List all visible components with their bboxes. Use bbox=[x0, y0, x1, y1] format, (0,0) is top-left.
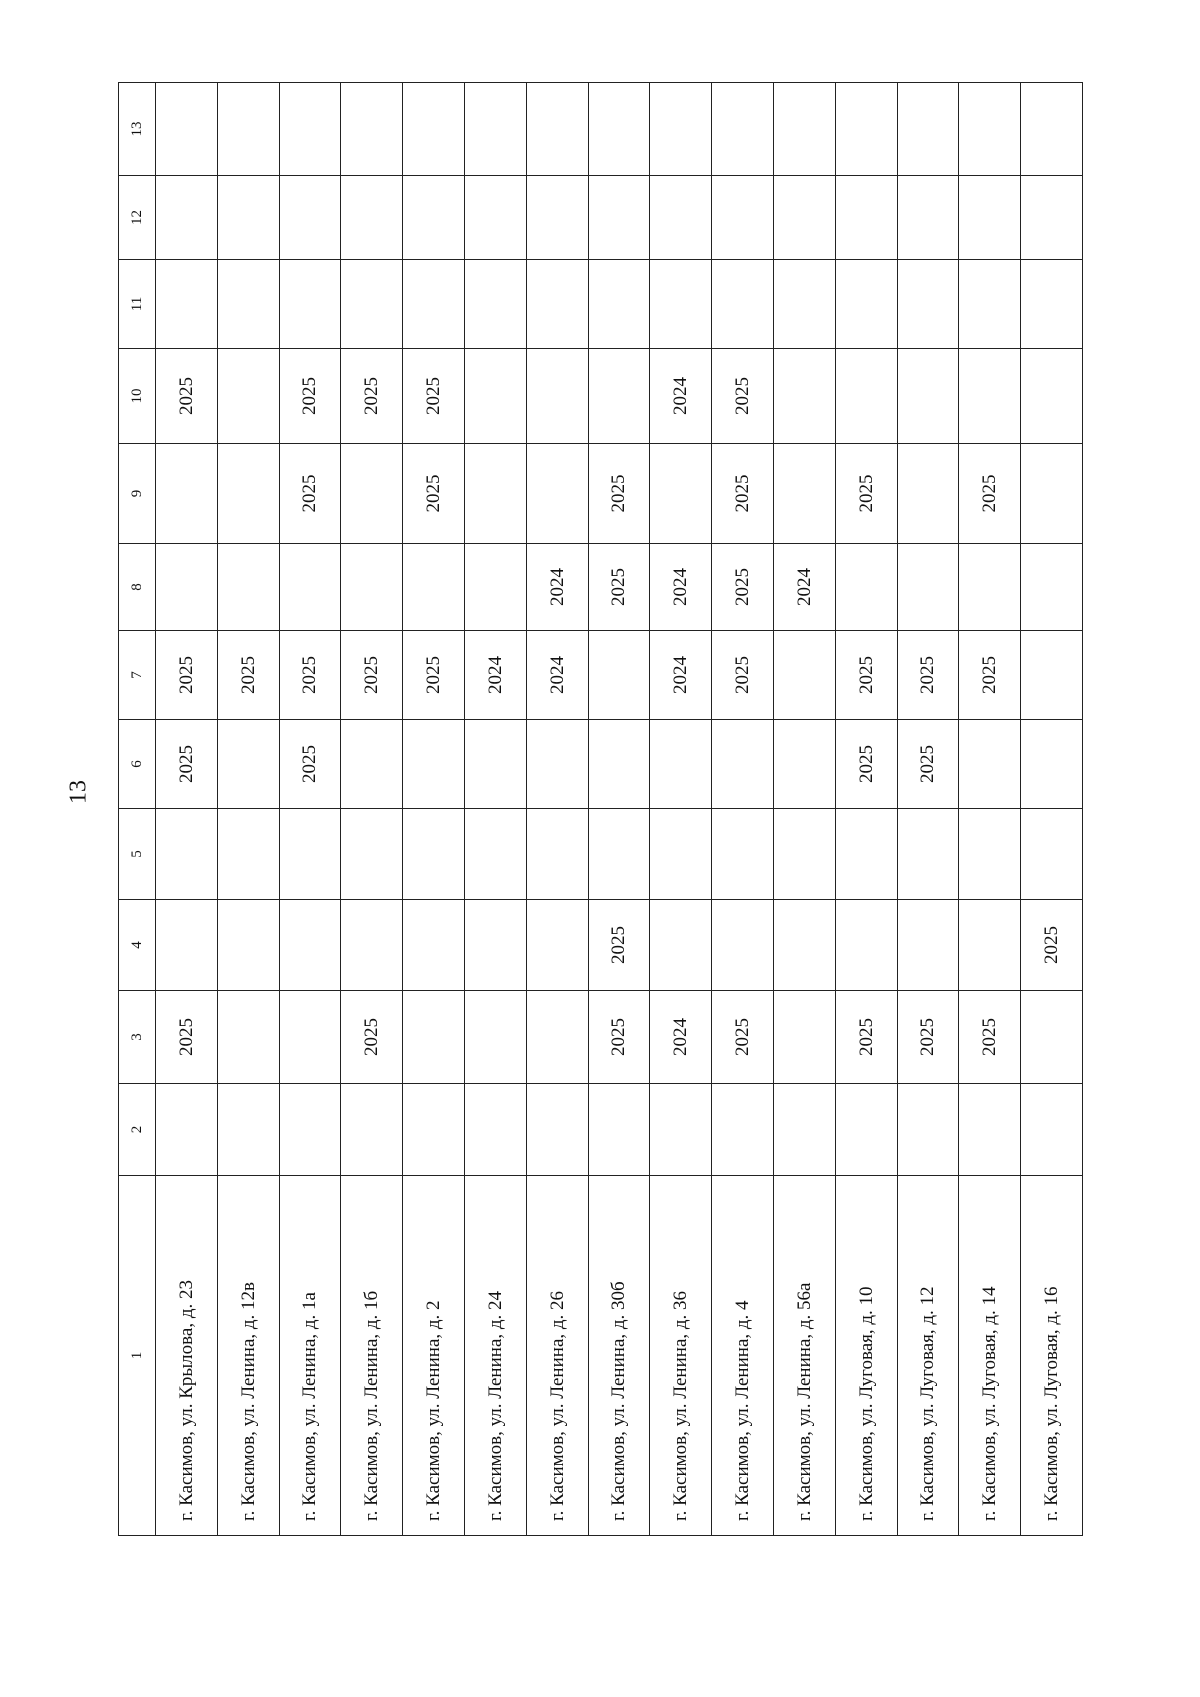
table-row bbox=[959, 83, 1021, 1536]
year-cell bbox=[526, 176, 588, 260]
year-cell bbox=[217, 260, 279, 349]
year-cell bbox=[773, 991, 835, 1084]
year-cell: 2025 bbox=[156, 720, 218, 809]
table-container bbox=[118, 83, 1083, 1536]
year-cell: 2025 bbox=[959, 631, 1021, 720]
address-cell: г. Касимов, ул. Ленина, д. 24 bbox=[464, 1176, 526, 1536]
year-cell bbox=[773, 260, 835, 349]
year-cell bbox=[403, 720, 465, 809]
year-cell bbox=[1021, 349, 1083, 444]
year-cell bbox=[341, 176, 403, 260]
year-cell: 2025 bbox=[156, 349, 218, 444]
header-cell: 1 bbox=[119, 1176, 156, 1536]
year-cell bbox=[526, 444, 588, 544]
header-row bbox=[119, 83, 156, 1536]
year-cell: 2025 bbox=[588, 544, 650, 631]
address-cell: г. Касимов, ул. Ленина, д. 1б bbox=[341, 1176, 403, 1536]
year-cell: 2025 bbox=[341, 991, 403, 1084]
table-row bbox=[279, 83, 341, 1536]
year-cell bbox=[1021, 809, 1083, 900]
year-cell: 2024 bbox=[650, 991, 712, 1084]
table-row bbox=[341, 83, 403, 1536]
year-cell bbox=[712, 900, 774, 991]
year-cell bbox=[897, 83, 959, 176]
table-row bbox=[712, 83, 774, 1536]
year-cell bbox=[1021, 83, 1083, 176]
year-cell bbox=[403, 260, 465, 349]
year-cell bbox=[403, 544, 465, 631]
year-cell bbox=[1021, 1084, 1083, 1176]
table-row bbox=[588, 83, 650, 1536]
year-cell bbox=[341, 809, 403, 900]
address-cell: г. Касимов, ул. Луговая, д. 16 bbox=[1021, 1176, 1083, 1536]
year-cell bbox=[773, 444, 835, 544]
year-cell bbox=[464, 444, 526, 544]
year-cell bbox=[650, 809, 712, 900]
year-cell bbox=[959, 720, 1021, 809]
year-cell bbox=[156, 544, 218, 631]
year-cell bbox=[217, 1084, 279, 1176]
year-cell bbox=[464, 349, 526, 444]
year-cell: 2025 bbox=[156, 631, 218, 720]
year-cell bbox=[959, 809, 1021, 900]
year-cell bbox=[773, 900, 835, 991]
address-cell: г. Касимов, ул. Ленина, д. 56а bbox=[773, 1176, 835, 1536]
year-cell bbox=[279, 176, 341, 260]
year-cell: 2025 bbox=[403, 349, 465, 444]
year-cell: 2025 bbox=[835, 991, 897, 1084]
year-cell bbox=[464, 900, 526, 991]
year-cell bbox=[526, 349, 588, 444]
page-number: 13 bbox=[65, 780, 92, 804]
year-cell bbox=[341, 544, 403, 631]
address-cell: г. Касимов, ул. Ленина, д. 2 bbox=[403, 1176, 465, 1536]
year-cell bbox=[217, 349, 279, 444]
year-cell: 2025 bbox=[1021, 900, 1083, 991]
year-cell bbox=[835, 349, 897, 444]
year-cell bbox=[526, 1084, 588, 1176]
year-cell bbox=[217, 176, 279, 260]
year-cell bbox=[650, 900, 712, 991]
year-cell: 2025 bbox=[279, 631, 341, 720]
year-cell: 2025 bbox=[959, 991, 1021, 1084]
year-cell bbox=[712, 1084, 774, 1176]
year-cell bbox=[217, 83, 279, 176]
year-cell bbox=[526, 720, 588, 809]
address-cell: г. Касимов, ул. Ленина, д. 30б bbox=[588, 1176, 650, 1536]
year-cell bbox=[279, 544, 341, 631]
header-cell: 11 bbox=[119, 260, 156, 349]
year-cell: 2025 bbox=[897, 631, 959, 720]
year-cell bbox=[835, 544, 897, 631]
year-cell: 2025 bbox=[712, 991, 774, 1084]
year-cell bbox=[588, 260, 650, 349]
year-cell bbox=[588, 809, 650, 900]
year-cell bbox=[279, 260, 341, 349]
year-cell bbox=[650, 83, 712, 176]
year-cell bbox=[464, 809, 526, 900]
year-cell bbox=[217, 720, 279, 809]
year-cell bbox=[403, 809, 465, 900]
year-cell bbox=[341, 1084, 403, 1176]
address-cell: г. Касимов, ул. Луговая, д. 14 bbox=[959, 1176, 1021, 1536]
year-cell bbox=[773, 1084, 835, 1176]
address-cell: г. Касимов, ул. Ленина, д. 26 bbox=[526, 1176, 588, 1536]
header-cell: 7 bbox=[119, 631, 156, 720]
address-cell: г. Касимов, ул. Луговая, д. 10 bbox=[835, 1176, 897, 1536]
year-cell bbox=[773, 176, 835, 260]
year-cell bbox=[959, 900, 1021, 991]
year-cell bbox=[773, 83, 835, 176]
year-cell bbox=[897, 349, 959, 444]
year-cell bbox=[464, 176, 526, 260]
year-cell bbox=[217, 809, 279, 900]
year-cell bbox=[1021, 631, 1083, 720]
year-cell: 2024 bbox=[526, 631, 588, 720]
year-cell: 2025 bbox=[403, 631, 465, 720]
year-cell bbox=[650, 444, 712, 544]
year-cell bbox=[217, 900, 279, 991]
year-cell bbox=[341, 83, 403, 176]
table-row bbox=[464, 83, 526, 1536]
address-cell: г. Касимов, ул. Ленина, д. 36 bbox=[650, 1176, 712, 1536]
year-cell bbox=[959, 544, 1021, 631]
address-cell: г. Касимов, ул. Ленина, д. 1а bbox=[279, 1176, 341, 1536]
year-cell bbox=[156, 83, 218, 176]
header-cell: 9 bbox=[119, 444, 156, 544]
year-cell bbox=[526, 809, 588, 900]
year-cell: 2025 bbox=[712, 444, 774, 544]
year-cell bbox=[959, 83, 1021, 176]
year-cell bbox=[341, 444, 403, 544]
year-cell: 2025 bbox=[959, 444, 1021, 544]
year-cell bbox=[526, 900, 588, 991]
year-cell bbox=[464, 1084, 526, 1176]
year-cell bbox=[835, 809, 897, 900]
year-cell bbox=[403, 83, 465, 176]
year-cell bbox=[712, 260, 774, 349]
year-cell bbox=[403, 900, 465, 991]
header-cell: 6 bbox=[119, 720, 156, 809]
year-cell bbox=[156, 1084, 218, 1176]
year-cell bbox=[588, 176, 650, 260]
table-row bbox=[403, 83, 465, 1536]
year-cell bbox=[650, 1084, 712, 1176]
year-cell bbox=[156, 444, 218, 544]
header-cell: 4 bbox=[119, 900, 156, 991]
year-cell bbox=[156, 260, 218, 349]
year-cell: 2024 bbox=[650, 544, 712, 631]
year-cell bbox=[588, 720, 650, 809]
year-cell bbox=[403, 1084, 465, 1176]
year-cell: 2025 bbox=[712, 349, 774, 444]
year-cell bbox=[341, 260, 403, 349]
year-cell bbox=[526, 83, 588, 176]
year-cell: 2025 bbox=[279, 444, 341, 544]
year-cell bbox=[341, 900, 403, 991]
year-cell bbox=[464, 991, 526, 1084]
year-cell: 2025 bbox=[341, 631, 403, 720]
year-cell bbox=[835, 83, 897, 176]
year-cell bbox=[588, 349, 650, 444]
year-cell bbox=[959, 260, 1021, 349]
year-cell bbox=[650, 720, 712, 809]
year-cell: 2024 bbox=[464, 631, 526, 720]
year-cell: 2024 bbox=[526, 544, 588, 631]
year-cell bbox=[959, 1084, 1021, 1176]
year-cell bbox=[279, 991, 341, 1084]
year-cell: 2025 bbox=[835, 631, 897, 720]
header-cell: 5 bbox=[119, 809, 156, 900]
header-cell: 13 bbox=[119, 83, 156, 176]
year-cell bbox=[712, 176, 774, 260]
schedule-table bbox=[118, 82, 1083, 1536]
year-cell bbox=[526, 991, 588, 1084]
year-cell: 2025 bbox=[588, 900, 650, 991]
year-cell bbox=[650, 260, 712, 349]
year-cell bbox=[464, 260, 526, 349]
table-row bbox=[835, 83, 897, 1536]
table-row bbox=[773, 83, 835, 1536]
year-cell bbox=[959, 349, 1021, 444]
year-cell: 2025 bbox=[279, 349, 341, 444]
year-cell bbox=[1021, 720, 1083, 809]
header-cell: 10 bbox=[119, 349, 156, 444]
year-cell: 2025 bbox=[279, 720, 341, 809]
year-cell bbox=[403, 176, 465, 260]
year-cell bbox=[156, 176, 218, 260]
year-cell bbox=[835, 260, 897, 349]
year-cell: 2025 bbox=[897, 991, 959, 1084]
header-cell: 2 bbox=[119, 1084, 156, 1176]
year-cell: 2025 bbox=[341, 349, 403, 444]
year-cell bbox=[835, 900, 897, 991]
table-row bbox=[526, 83, 588, 1536]
header-cell: 8 bbox=[119, 544, 156, 631]
year-cell bbox=[464, 720, 526, 809]
year-cell bbox=[897, 444, 959, 544]
address-cell: г. Касимов, ул. Луговая, д. 12 bbox=[897, 1176, 959, 1536]
year-cell bbox=[464, 544, 526, 631]
year-cell bbox=[1021, 991, 1083, 1084]
year-cell bbox=[835, 1084, 897, 1176]
year-cell bbox=[588, 1084, 650, 1176]
year-cell bbox=[835, 176, 897, 260]
year-cell: 2024 bbox=[650, 631, 712, 720]
year-cell bbox=[1021, 176, 1083, 260]
table-row bbox=[217, 83, 279, 1536]
year-cell bbox=[341, 720, 403, 809]
year-cell bbox=[403, 991, 465, 1084]
header-cell: 12 bbox=[119, 176, 156, 260]
year-cell bbox=[588, 631, 650, 720]
year-cell: 2025 bbox=[156, 991, 218, 1084]
year-cell bbox=[712, 720, 774, 809]
year-cell: 2025 bbox=[403, 444, 465, 544]
year-cell bbox=[279, 83, 341, 176]
year-cell bbox=[156, 900, 218, 991]
year-cell bbox=[897, 260, 959, 349]
year-cell bbox=[773, 349, 835, 444]
year-cell bbox=[217, 444, 279, 544]
year-cell bbox=[1021, 444, 1083, 544]
address-cell: г. Касимов, ул. Крылова, д. 23 bbox=[156, 1176, 218, 1536]
year-cell bbox=[464, 83, 526, 176]
year-cell bbox=[279, 1084, 341, 1176]
year-cell bbox=[588, 83, 650, 176]
year-cell: 2025 bbox=[588, 991, 650, 1084]
year-cell: 2025 bbox=[588, 444, 650, 544]
year-cell: 2024 bbox=[650, 349, 712, 444]
year-cell bbox=[712, 83, 774, 176]
year-cell: 2025 bbox=[835, 444, 897, 544]
year-cell bbox=[279, 809, 341, 900]
year-cell bbox=[897, 900, 959, 991]
year-cell: 2025 bbox=[712, 631, 774, 720]
year-cell bbox=[773, 809, 835, 900]
table-row bbox=[897, 83, 959, 1536]
year-cell bbox=[1021, 544, 1083, 631]
year-cell: 2025 bbox=[217, 631, 279, 720]
year-cell bbox=[217, 991, 279, 1084]
year-cell: 2025 bbox=[835, 720, 897, 809]
header-cell: 3 bbox=[119, 991, 156, 1084]
year-cell bbox=[156, 809, 218, 900]
year-cell bbox=[217, 544, 279, 631]
year-cell: 2024 bbox=[773, 544, 835, 631]
year-cell bbox=[773, 631, 835, 720]
year-cell bbox=[959, 176, 1021, 260]
address-cell: г. Касимов, ул. Ленина, д. 12в bbox=[217, 1176, 279, 1536]
year-cell: 2025 bbox=[897, 720, 959, 809]
table-row bbox=[650, 83, 712, 1536]
year-cell bbox=[897, 1084, 959, 1176]
table-row bbox=[1021, 83, 1083, 1536]
table-row bbox=[156, 83, 218, 1536]
year-cell bbox=[650, 176, 712, 260]
year-cell bbox=[773, 720, 835, 809]
year-cell bbox=[897, 809, 959, 900]
address-cell: г. Касимов, ул. Ленина, д. 4 bbox=[712, 1176, 774, 1536]
year-cell bbox=[712, 809, 774, 900]
year-cell bbox=[897, 176, 959, 260]
year-cell bbox=[897, 544, 959, 631]
year-cell bbox=[279, 900, 341, 991]
year-cell bbox=[1021, 260, 1083, 349]
year-cell bbox=[526, 260, 588, 349]
year-cell: 2025 bbox=[712, 544, 774, 631]
